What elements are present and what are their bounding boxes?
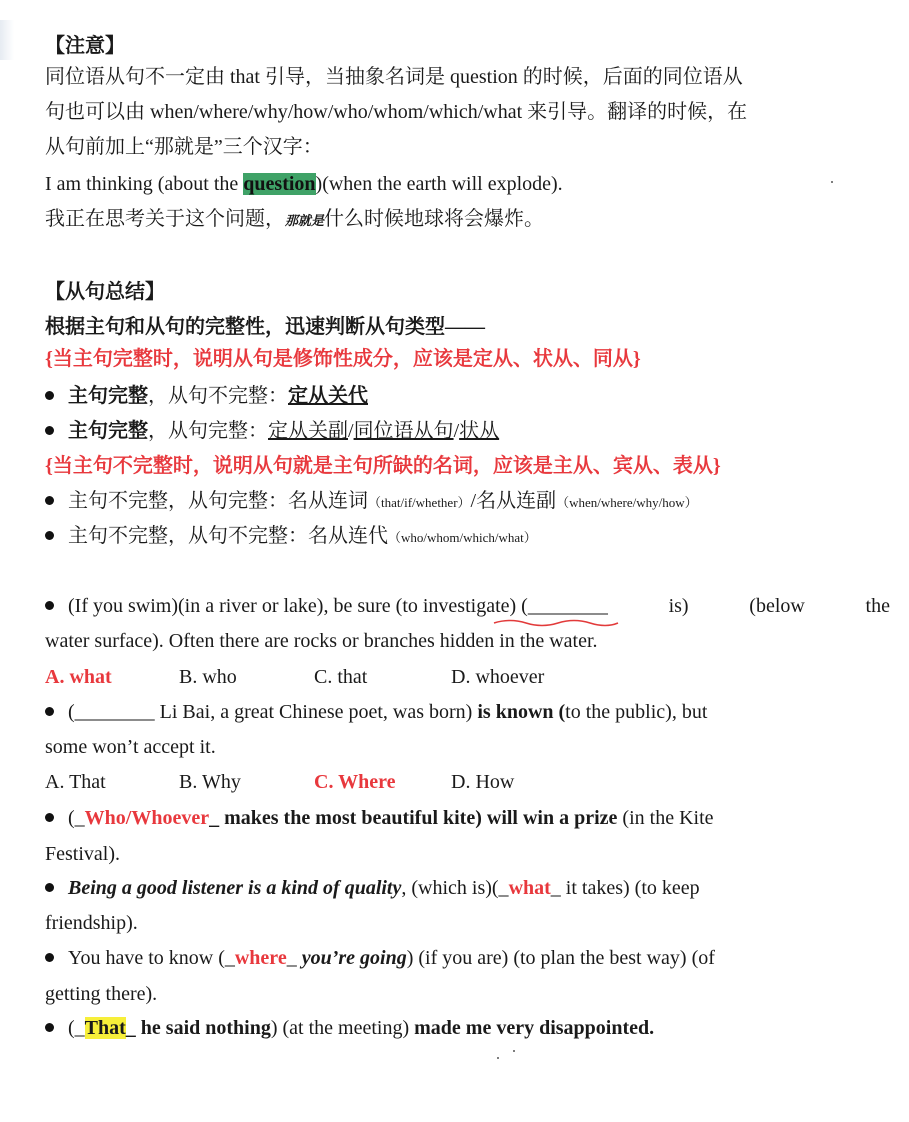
q2-option-a: A. That xyxy=(45,771,106,793)
bullet-2-underlined-2: 同位语从句 xyxy=(353,420,454,442)
summary-red-rule-2: {当主句不完整时，说明从句就是主句所缺的名词，应该是主从、宾从、表从} xyxy=(45,455,721,477)
q3-bold: _ makes the most beautiful kite) will win a prize xyxy=(209,807,618,829)
summary-red-rule-1: {当主句完整时，说明从句是修饰性成分，应该是定从、状从、同从} xyxy=(45,348,641,370)
translation-c: 什么时候地球将会爆炸。 xyxy=(324,208,545,230)
q6-bold: _ he said nothing xyxy=(125,1017,271,1039)
bullet-2-sep-2: / xyxy=(453,420,460,442)
highlighted-question-word: question xyxy=(243,173,316,195)
q6-open: (_ xyxy=(68,1017,85,1039)
q4-answer: what xyxy=(508,877,551,899)
bullet-3-text-a: 主句不完整，从句完整：名从连词 xyxy=(68,490,368,512)
question-6-line-1 xyxy=(45,1014,654,1042)
q1-text-a: (If you swim)(in a river or lake), be sure (to xyxy=(68,595,423,617)
q4-text-b: , (which is)(_ xyxy=(401,877,509,899)
question-4-line-2: friendship). xyxy=(45,912,138,934)
bullet-dot xyxy=(45,426,54,435)
bullet-dot xyxy=(45,1023,54,1032)
q6-answer-highlighted: That xyxy=(84,1017,126,1039)
bullet-2-underlined-3: 状从 xyxy=(459,420,500,442)
question-3-line-2: Festival). xyxy=(45,843,120,865)
summary-bullet-3 xyxy=(45,487,698,517)
q2-option-b: B. Why xyxy=(179,771,241,793)
q3-text-c: (in the Kite xyxy=(617,807,714,829)
q2-text-c: to the public), but xyxy=(565,701,708,723)
translation-emphasis: 那就是 xyxy=(285,213,325,228)
q4-bold-italic: Being a good listener is a kind of quality xyxy=(68,877,402,899)
example-text-b: )(when the earth will explode). xyxy=(315,173,563,195)
q1-blank: ) (________ xyxy=(509,595,608,617)
bullet-1-bold: 主句完整 xyxy=(68,385,148,407)
q1-word-the: the xyxy=(865,595,890,617)
summary-lead: 根据主句和从句的完整性，迅速判断从句类型—— xyxy=(45,316,485,338)
bullet-4-small: （who/whom/which/what） xyxy=(388,530,537,545)
summary-bullet-2 xyxy=(45,417,499,445)
q1-investigate: investigate xyxy=(422,595,510,617)
question-1-line-2: water surface). Often there are rocks or branches hidden in the water. xyxy=(45,630,598,652)
bullet-2-sep-1: / xyxy=(348,420,354,442)
scan-edge-shadow xyxy=(0,20,14,60)
note-paragraph-line-2: 句也可以由 when/where/why/how/who/whom/which/what 来引导。翻译的时候，在 xyxy=(45,101,748,123)
question-2-line-1 xyxy=(45,698,707,726)
q3-answer: Who/Whoever xyxy=(84,807,210,829)
q2-bold: is known ( xyxy=(477,701,566,723)
bullet-dot xyxy=(45,707,54,716)
q5-text-a: You have to know (_ xyxy=(68,947,235,969)
question-5-line-2: getting there). xyxy=(45,983,158,1005)
summary-bullet-4 xyxy=(45,522,537,552)
q5-answer: where xyxy=(234,947,287,969)
q6-bold-end: made me very disappointed. xyxy=(414,1017,655,1039)
bullet-3-text-b: /名从连副 xyxy=(470,490,557,512)
summary-bullet-1 xyxy=(45,382,368,410)
q3-open: (_ xyxy=(68,807,85,829)
bullet-dot xyxy=(45,391,54,400)
q2-text-a: (________ Li Bai, a great Chinese poet, was born) xyxy=(68,701,478,723)
bullet-dot xyxy=(45,813,54,822)
bullet-2-mid: ，从句完整： xyxy=(148,420,268,442)
q5-text-b: _ xyxy=(286,947,302,969)
note-translation xyxy=(45,205,544,235)
note-heading: 【注意】 xyxy=(45,35,125,57)
bullet-dot xyxy=(45,953,54,962)
q5-bold-italic: you’re going xyxy=(301,947,407,969)
q1-word-below: (below xyxy=(749,595,805,617)
question-5-line-1 xyxy=(45,944,715,972)
q6-text-c: ) (at the meeting) xyxy=(270,1017,415,1039)
q1-option-c: C. that xyxy=(314,666,368,688)
bullet-2-bold: 主句完整 xyxy=(68,420,148,442)
bullet-1-underlined: 定从关代 xyxy=(288,385,368,407)
q4-text-c: _ it takes) (to keep xyxy=(550,877,700,899)
summary-heading: 【从句总结】 xyxy=(45,281,165,303)
q2-option-d: D. How xyxy=(451,771,515,793)
scan-speck xyxy=(831,181,833,183)
bullet-2-underlined-1: 定从关副 xyxy=(268,420,348,442)
q5-text-d: ) (if you are) (to plan the best way) (of xyxy=(406,947,715,969)
scan-speck xyxy=(513,1050,515,1052)
note-paragraph-line-1: 同位语从句不一定由 that 引导，当抽象名词是 question 的时候，后面的同位语从 xyxy=(45,66,743,88)
bullet-4-text: 主句不完整，从句不完整：名从连代 xyxy=(68,525,388,547)
translation-a: 我正在思考关于这个问题， xyxy=(45,208,285,230)
bullet-1-mid: ，从句不完整： xyxy=(148,385,288,407)
bullet-dot xyxy=(45,531,54,540)
bullet-dot xyxy=(45,883,54,892)
question-2-line-2: some won’t accept it. xyxy=(45,736,216,758)
note-example-sentence xyxy=(45,170,563,198)
question-1-line-1 xyxy=(45,592,890,620)
scan-speck xyxy=(497,1057,499,1059)
q1-word-is: is) xyxy=(668,595,689,617)
note-paragraph-line-3: 从句前加上“那就是”三个汉字： xyxy=(45,136,323,158)
bullet-dot xyxy=(45,601,54,610)
q1-option-d: D. whoever xyxy=(451,666,545,688)
bullet-3-small-2: （when/where/why/how） xyxy=(556,495,698,510)
q2-option-c: C. Where xyxy=(314,771,396,793)
q1-option-a: A. what xyxy=(45,666,112,688)
example-text-a: I am thinking (about the xyxy=(45,173,244,195)
q1-option-b: B. who xyxy=(179,666,237,688)
bullet-dot xyxy=(45,496,54,505)
question-3-line-1 xyxy=(45,804,714,832)
bullet-3-small-1: （that/if/whether） xyxy=(368,495,471,510)
question-4-line-1 xyxy=(45,874,700,902)
